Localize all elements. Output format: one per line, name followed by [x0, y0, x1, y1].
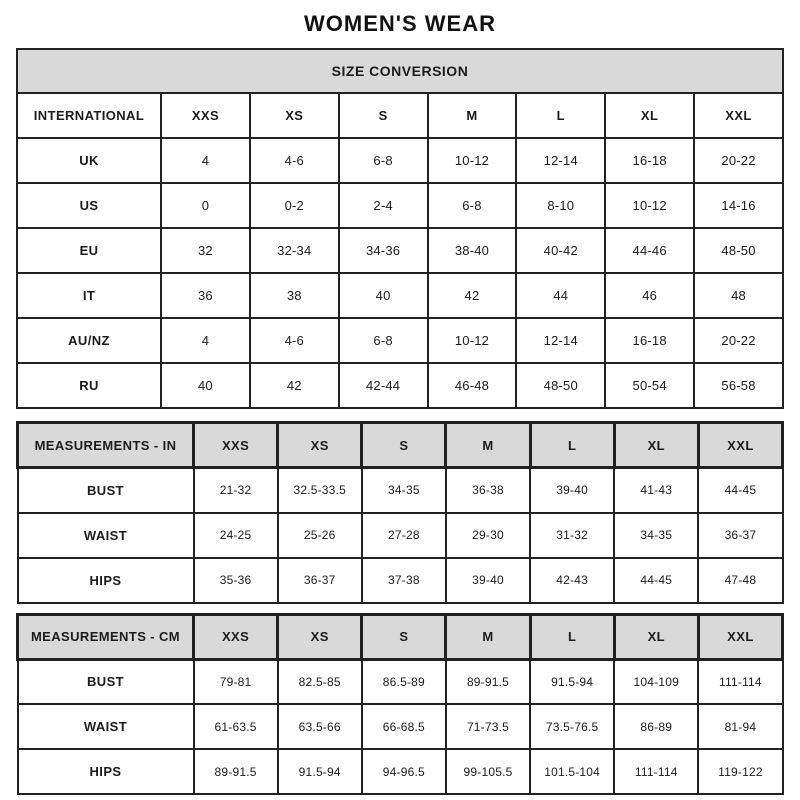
- value-cell: 8-10: [516, 183, 605, 228]
- value-cell: 6-8: [339, 138, 428, 183]
- value-cell: 73.5-76.5: [530, 704, 614, 749]
- value-cell: 94-96.5: [362, 749, 446, 794]
- value-cell: 4: [161, 318, 250, 363]
- table-row: [17, 273, 783, 318]
- value-cell: 63.5-66: [278, 704, 362, 749]
- table-row: [18, 558, 783, 603]
- value-cell: 4-6: [250, 138, 339, 183]
- value-cell: 104-109: [614, 659, 698, 704]
- value-cell: 66-68.5: [362, 704, 446, 749]
- value-cell: 21-32: [194, 468, 278, 513]
- column-header-cell: XS: [278, 614, 362, 659]
- value-cell: 101.5-104: [530, 749, 614, 794]
- value-cell: 38-40: [428, 228, 517, 273]
- table-row: [17, 363, 783, 408]
- value-cell: 27-28: [362, 513, 446, 558]
- value-cell: 48-50: [516, 363, 605, 408]
- column-header-cell: XL: [614, 423, 698, 468]
- measurements-in-table: [16, 421, 784, 604]
- value-cell: 46: [605, 273, 694, 318]
- value-cell: 61-63.5: [194, 704, 278, 749]
- value-cell: 44-45: [698, 468, 782, 513]
- value-cell: 86-89: [614, 704, 698, 749]
- value-cell: 6-8: [339, 318, 428, 363]
- table-row: [18, 659, 783, 704]
- column-header-cell: S: [339, 93, 428, 138]
- column-header-row: [18, 423, 783, 468]
- value-cell: 111-114: [698, 659, 782, 704]
- row-label-cell: IT: [17, 273, 161, 318]
- table-row: [18, 513, 783, 558]
- table-title: SIZE CONVERSION: [17, 49, 783, 93]
- column-header-cell: M: [446, 614, 530, 659]
- value-cell: 44-45: [614, 558, 698, 603]
- row-label-cell: EU: [17, 228, 161, 273]
- row-label-cell: HIPS: [18, 558, 194, 603]
- value-cell: 35-36: [194, 558, 278, 603]
- value-cell: 4: [161, 138, 250, 183]
- value-cell: 10-12: [428, 138, 517, 183]
- table-row: [18, 704, 783, 749]
- column-header-cell: S: [362, 614, 446, 659]
- column-header-cell: XS: [278, 423, 362, 468]
- value-cell: 36-38: [446, 468, 530, 513]
- value-cell: 42-43: [530, 558, 614, 603]
- value-cell: 48: [694, 273, 783, 318]
- column-header-cell: XXL: [694, 93, 783, 138]
- value-cell: 32: [161, 228, 250, 273]
- value-cell: 86.5-89: [362, 659, 446, 704]
- value-cell: 36-37: [278, 558, 362, 603]
- value-cell: 50-54: [605, 363, 694, 408]
- value-cell: 71-73.5: [446, 704, 530, 749]
- value-cell: 89-91.5: [194, 749, 278, 794]
- value-cell: 38: [250, 273, 339, 318]
- value-cell: 20-22: [694, 318, 783, 363]
- value-cell: 40: [161, 363, 250, 408]
- row-label-cell: RU: [17, 363, 161, 408]
- value-cell: 40: [339, 273, 428, 318]
- value-cell: 10-12: [605, 183, 694, 228]
- row-label-cell: UK: [17, 138, 161, 183]
- column-header-cell: L: [530, 423, 614, 468]
- column-header-cell: M: [428, 93, 517, 138]
- value-cell: 0: [161, 183, 250, 228]
- value-cell: 41-43: [614, 468, 698, 513]
- value-cell: 56-58: [694, 363, 783, 408]
- row-label-cell: WAIST: [18, 513, 194, 558]
- column-header-cell: XS: [250, 93, 339, 138]
- table-title-row: [17, 49, 783, 93]
- value-cell: 44: [516, 273, 605, 318]
- column-header-row: [18, 614, 783, 659]
- row-label-cell: AU/NZ: [17, 318, 161, 363]
- value-cell: 82.5-85: [278, 659, 362, 704]
- value-cell: 34-36: [339, 228, 428, 273]
- column-header-cell: XXS: [161, 93, 250, 138]
- value-cell: 91.5-94: [278, 749, 362, 794]
- row-label-cell: WAIST: [18, 704, 194, 749]
- value-cell: 0-2: [250, 183, 339, 228]
- value-cell: 2-4: [339, 183, 428, 228]
- value-cell: 14-16: [694, 183, 783, 228]
- value-cell: 37-38: [362, 558, 446, 603]
- value-cell: 20-22: [694, 138, 783, 183]
- value-cell: 79-81: [194, 659, 278, 704]
- column-header-cell: L: [530, 614, 614, 659]
- row-label-cell: HIPS: [18, 749, 194, 794]
- value-cell: 46-48: [428, 363, 517, 408]
- value-cell: 48-50: [694, 228, 783, 273]
- column-header-cell: L: [516, 93, 605, 138]
- row-label-cell: BUST: [18, 659, 194, 704]
- column-header-cell: XXS: [194, 614, 278, 659]
- value-cell: 24-25: [194, 513, 278, 558]
- value-cell: 99-105.5: [446, 749, 530, 794]
- value-cell: 36: [161, 273, 250, 318]
- column-header-cell: XL: [614, 614, 698, 659]
- table-row: [17, 183, 783, 228]
- column-header-cell: S: [362, 423, 446, 468]
- value-cell: 39-40: [530, 468, 614, 513]
- value-cell: 89-91.5: [446, 659, 530, 704]
- value-cell: 16-18: [605, 318, 694, 363]
- value-cell: 10-12: [428, 318, 517, 363]
- value-cell: 12-14: [516, 138, 605, 183]
- value-cell: 4-6: [250, 318, 339, 363]
- value-cell: 12-14: [516, 318, 605, 363]
- row-label-cell: US: [17, 183, 161, 228]
- value-cell: 47-48: [698, 558, 782, 603]
- value-cell: 34-35: [362, 468, 446, 513]
- table-row: [17, 138, 783, 183]
- value-cell: 91.5-94: [530, 659, 614, 704]
- value-cell: 81-94: [698, 704, 782, 749]
- page-title: WOMEN'S WEAR: [304, 11, 496, 36]
- table-row: [18, 749, 783, 794]
- column-header-row: [17, 93, 783, 138]
- table-title: MEASUREMENTS - IN: [18, 423, 194, 468]
- column-header-cell: XXL: [698, 614, 782, 659]
- value-cell: 40-42: [516, 228, 605, 273]
- value-cell: 34-35: [614, 513, 698, 558]
- value-cell: 16-18: [605, 138, 694, 183]
- value-cell: 36-37: [698, 513, 782, 558]
- table-title: MEASUREMENTS - CM: [18, 614, 194, 659]
- value-cell: 42: [250, 363, 339, 408]
- value-cell: 32.5-33.5: [278, 468, 362, 513]
- table-row: [18, 468, 783, 513]
- row-label-cell: BUST: [18, 468, 194, 513]
- table-row: [17, 228, 783, 273]
- table-row: [17, 318, 783, 363]
- column-header-cell: INTERNATIONAL: [17, 93, 161, 138]
- column-header-cell: XXS: [194, 423, 278, 468]
- value-cell: 29-30: [446, 513, 530, 558]
- column-header-cell: XXL: [698, 423, 782, 468]
- value-cell: 25-26: [278, 513, 362, 558]
- value-cell: 42: [428, 273, 517, 318]
- value-cell: 119-122: [698, 749, 782, 794]
- value-cell: 39-40: [446, 558, 530, 603]
- value-cell: 42-44: [339, 363, 428, 408]
- value-cell: 31-32: [530, 513, 614, 558]
- value-cell: 44-46: [605, 228, 694, 273]
- value-cell: 32-34: [250, 228, 339, 273]
- measurements-cm-table: [16, 613, 784, 796]
- size-conversion-table: [16, 48, 784, 409]
- column-header-cell: M: [446, 423, 530, 468]
- column-header-cell: XL: [605, 93, 694, 138]
- value-cell: 111-114: [614, 749, 698, 794]
- value-cell: 6-8: [428, 183, 517, 228]
